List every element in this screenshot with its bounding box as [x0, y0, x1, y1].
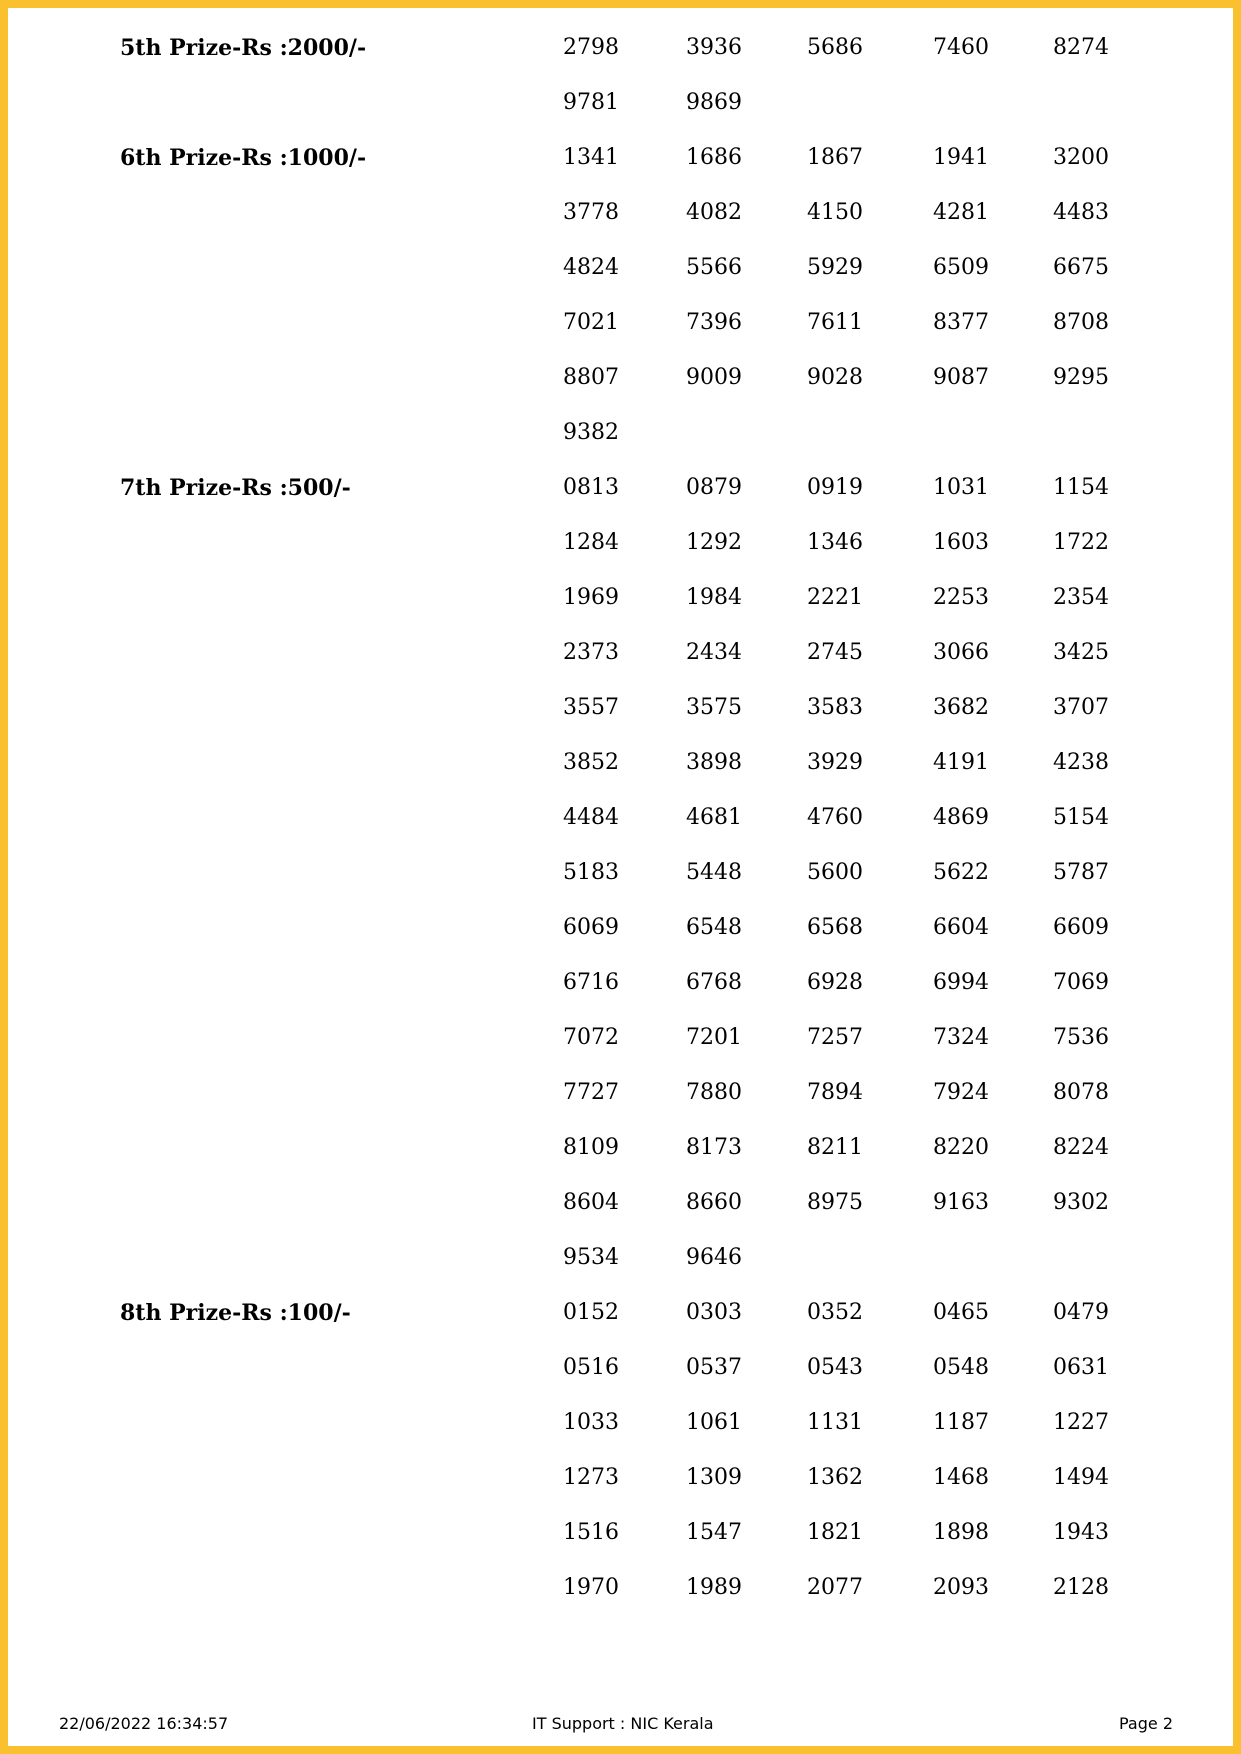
winning-number: 9163 [933, 1190, 989, 1215]
winning-number: 7069 [1053, 970, 1109, 995]
prize-row [0, 970, 1241, 1025]
winning-number: 3575 [686, 695, 742, 720]
prize-row [0, 1355, 1241, 1410]
winning-number: 8211 [807, 1135, 863, 1160]
winning-number: 4082 [686, 200, 742, 225]
footer-page-number: Page 2 [1119, 1714, 1173, 1733]
footer-support: IT Support : NIC Kerala [532, 1714, 714, 1733]
winning-number: 4483 [1053, 200, 1109, 225]
winning-number: 2745 [807, 640, 863, 665]
winning-number: 3200 [1053, 145, 1109, 170]
winning-number: 0516 [563, 1355, 619, 1380]
prize-row [0, 805, 1241, 860]
winning-number: 4760 [807, 805, 863, 830]
prize-row [0, 640, 1241, 695]
prize-row [0, 420, 1241, 475]
winning-number: 1362 [807, 1465, 863, 1490]
prize-label: 8th Prize-Rs :100/- [120, 1300, 351, 1326]
winning-number: 2221 [807, 585, 863, 610]
winning-number: 1989 [686, 1575, 742, 1600]
winning-number: 8660 [686, 1190, 742, 1215]
prize-row [0, 1025, 1241, 1080]
winning-number: 3557 [563, 695, 619, 720]
winning-number: 0919 [807, 475, 863, 500]
winning-number: 3682 [933, 695, 989, 720]
winning-number: 6568 [807, 915, 863, 940]
prize-row [0, 1575, 1241, 1630]
winning-number: 7257 [807, 1025, 863, 1050]
winning-number: 0548 [933, 1355, 989, 1380]
winning-number: 1943 [1053, 1520, 1109, 1545]
prize-row [0, 310, 1241, 365]
winning-number: 1547 [686, 1520, 742, 1545]
winning-number: 3852 [563, 750, 619, 775]
winning-number: 2354 [1053, 585, 1109, 610]
winning-number: 9869 [686, 90, 742, 115]
winning-number: 4150 [807, 200, 863, 225]
winning-number: 9646 [686, 1245, 742, 1270]
winning-number: 8975 [807, 1190, 863, 1215]
winning-number: 8274 [1053, 35, 1109, 60]
winning-number: 8708 [1053, 310, 1109, 335]
winning-number: 1722 [1053, 530, 1109, 555]
winning-number: 9295 [1053, 365, 1109, 390]
winning-number: 9028 [807, 365, 863, 390]
winning-number: 5787 [1053, 860, 1109, 885]
winning-number: 8109 [563, 1135, 619, 1160]
winning-number: 7460 [933, 35, 989, 60]
winning-number: 8220 [933, 1135, 989, 1160]
winning-number: 8377 [933, 310, 989, 335]
winning-number: 1292 [686, 530, 742, 555]
winning-number: 6609 [1053, 915, 1109, 940]
winning-number: 4238 [1053, 750, 1109, 775]
winning-number: 1309 [686, 1465, 742, 1490]
prize-row [0, 1245, 1241, 1300]
winning-number: 8807 [563, 365, 619, 390]
prize-row [0, 1080, 1241, 1135]
prize-label: 5th Prize-Rs :2000/- [120, 35, 367, 61]
prize-row [0, 530, 1241, 585]
winning-number: 7611 [807, 310, 863, 335]
winning-number: 4281 [933, 200, 989, 225]
prize-results [0, 35, 1241, 1630]
winning-number: 1970 [563, 1575, 619, 1600]
winning-number: 8173 [686, 1135, 742, 1160]
winning-number: 0152 [563, 1300, 619, 1325]
winning-number: 1341 [563, 145, 619, 170]
winning-number: 5600 [807, 860, 863, 885]
winning-number: 5448 [686, 860, 742, 885]
winning-number: 6716 [563, 970, 619, 995]
winning-number: 1468 [933, 1465, 989, 1490]
winning-number: 3583 [807, 695, 863, 720]
winning-number: 1898 [933, 1520, 989, 1545]
winning-number: 0631 [1053, 1355, 1109, 1380]
winning-number: 1187 [933, 1410, 989, 1435]
winning-number: 3778 [563, 200, 619, 225]
winning-number: 1969 [563, 585, 619, 610]
winning-number: 5929 [807, 255, 863, 280]
prize-row [0, 1300, 1241, 1355]
winning-number: 4484 [563, 805, 619, 830]
winning-number: 1984 [686, 585, 742, 610]
winning-number: 8224 [1053, 1135, 1109, 1160]
winning-number: 9382 [563, 420, 619, 445]
winning-number: 3936 [686, 35, 742, 60]
winning-number: 3066 [933, 640, 989, 665]
winning-number: 6994 [933, 970, 989, 995]
winning-number: 7021 [563, 310, 619, 335]
winning-number: 9087 [933, 365, 989, 390]
prize-row [0, 1465, 1241, 1520]
winning-number: 0479 [1053, 1300, 1109, 1325]
winning-number: 4191 [933, 750, 989, 775]
winning-number: 2798 [563, 35, 619, 60]
prize-row [0, 695, 1241, 750]
prize-row [0, 145, 1241, 200]
winning-number: 1516 [563, 1520, 619, 1545]
winning-number: 3929 [807, 750, 863, 775]
winning-number: 3425 [1053, 640, 1109, 665]
prize-label: 7th Prize-Rs :500/- [120, 475, 351, 501]
winning-number: 9534 [563, 1245, 619, 1270]
winning-number: 1273 [563, 1465, 619, 1490]
winning-number: 1346 [807, 530, 863, 555]
winning-number: 1033 [563, 1410, 619, 1435]
prize-row [0, 1135, 1241, 1190]
winning-number: 4681 [686, 805, 742, 830]
winning-number: 0543 [807, 1355, 863, 1380]
winning-number: 8078 [1053, 1080, 1109, 1105]
winning-number: 0813 [563, 475, 619, 500]
winning-number: 2434 [686, 640, 742, 665]
winning-number: 6548 [686, 915, 742, 940]
prize-row [0, 1190, 1241, 1245]
winning-number: 7396 [686, 310, 742, 335]
winning-number: 2093 [933, 1575, 989, 1600]
winning-number: 1867 [807, 145, 863, 170]
winning-number: 5566 [686, 255, 742, 280]
winning-number: 1494 [1053, 1465, 1109, 1490]
winning-number: 3898 [686, 750, 742, 775]
winning-number: 5686 [807, 35, 863, 60]
winning-number: 7536 [1053, 1025, 1109, 1050]
winning-number: 7324 [933, 1025, 989, 1050]
winning-number: 6604 [933, 915, 989, 940]
winning-number: 5622 [933, 860, 989, 885]
winning-number: 2128 [1053, 1575, 1109, 1600]
winning-number: 7880 [686, 1080, 742, 1105]
winning-number: 0465 [933, 1300, 989, 1325]
winning-number: 0537 [686, 1355, 742, 1380]
winning-number: 6928 [807, 970, 863, 995]
winning-number: 7894 [807, 1080, 863, 1105]
winning-number: 7727 [563, 1080, 619, 1105]
prize-row [0, 365, 1241, 420]
prize-row [0, 35, 1241, 90]
winning-number: 9781 [563, 90, 619, 115]
prize-row [0, 255, 1241, 310]
winning-number: 0303 [686, 1300, 742, 1325]
winning-number: 6509 [933, 255, 989, 280]
winning-number: 2253 [933, 585, 989, 610]
prize-row [0, 585, 1241, 640]
prize-row [0, 750, 1241, 805]
winning-number: 6675 [1053, 255, 1109, 280]
winning-number: 1686 [686, 145, 742, 170]
winning-number: 1154 [1053, 475, 1109, 500]
winning-number: 6069 [563, 915, 619, 940]
winning-number: 2373 [563, 640, 619, 665]
winning-number: 7072 [563, 1025, 619, 1050]
prize-row [0, 860, 1241, 915]
prize-row [0, 1410, 1241, 1465]
winning-number: 0879 [686, 475, 742, 500]
winning-number: 9302 [1053, 1190, 1109, 1215]
winning-number: 1821 [807, 1520, 863, 1545]
winning-number: 8604 [563, 1190, 619, 1215]
winning-number: 7201 [686, 1025, 742, 1050]
prize-row [0, 915, 1241, 970]
winning-number: 0352 [807, 1300, 863, 1325]
winning-number: 6768 [686, 970, 742, 995]
footer-timestamp: 22/06/2022 16:34:57 [59, 1714, 229, 1733]
prize-row [0, 200, 1241, 255]
winning-number: 5154 [1053, 805, 1109, 830]
winning-number: 4824 [563, 255, 619, 280]
winning-number: 1603 [933, 530, 989, 555]
winning-number: 4869 [933, 805, 989, 830]
prize-label: 6th Prize-Rs :1000/- [120, 145, 367, 171]
winning-number: 1284 [563, 530, 619, 555]
winning-number: 3707 [1053, 695, 1109, 720]
winning-number: 1031 [933, 475, 989, 500]
winning-number: 1941 [933, 145, 989, 170]
prize-row [0, 475, 1241, 530]
winning-number: 5183 [563, 860, 619, 885]
prize-row [0, 90, 1241, 145]
winning-number: 2077 [807, 1575, 863, 1600]
winning-number: 1227 [1053, 1410, 1109, 1435]
winning-number: 9009 [686, 365, 742, 390]
winning-number: 1131 [807, 1410, 863, 1435]
winning-number: 7924 [933, 1080, 989, 1105]
prize-row [0, 1520, 1241, 1575]
winning-number: 1061 [686, 1410, 742, 1435]
